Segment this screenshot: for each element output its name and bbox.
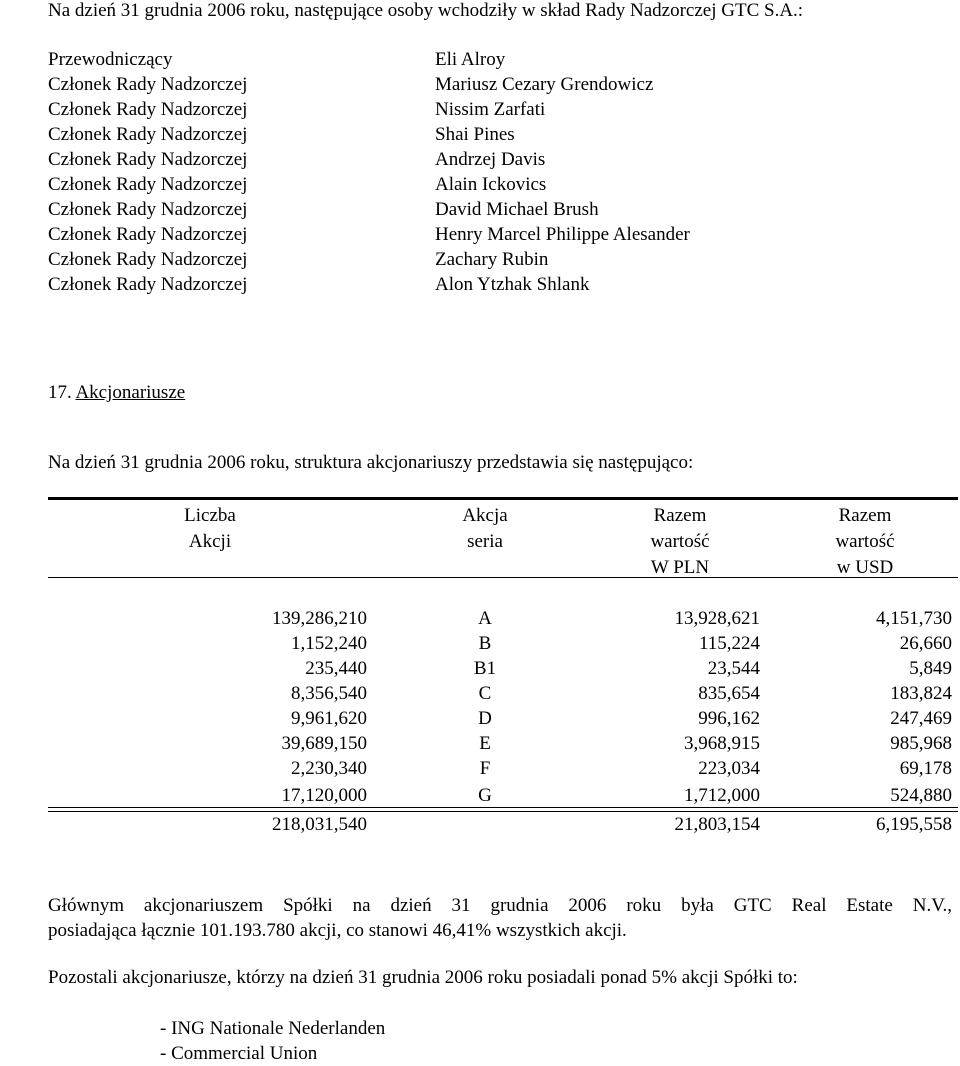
board-role: Członek Rady Nadzorczej	[48, 99, 248, 120]
header-shares: Liczba Akcji	[184, 505, 236, 552]
other-shareholders-list	[160, 1016, 385, 1066]
board-role: Przewodniczący	[48, 49, 173, 70]
board-intro-text: Na dzień 31 grudnia 2006 roku, następujące osoby wchodziły w skład Rady Nadzorczej GTC S.A.:	[48, 0, 804, 21]
board-member-name: Eli Alroy	[435, 49, 506, 70]
board-role: Członek Rady Nadzorczej	[48, 224, 248, 245]
board-role: Członek Rady Nadzorczej	[48, 74, 248, 95]
main-shareholder-line1: Głównym akcjonariuszem Spółki na dzień 31 grudnia 2006 roku była GTC Real Estate N.V.,	[48, 895, 952, 916]
board-names-column	[435, 47, 690, 297]
cell-series: A	[478, 608, 492, 629]
cell-pln: 115,224	[698, 633, 760, 654]
board-member-name: Henry Marcel Philippe Alesander	[435, 224, 690, 245]
board-member-name: David Michael Brush	[435, 199, 599, 220]
board-roles-column	[48, 47, 247, 297]
cell-usd: 524,880	[890, 785, 952, 806]
main-shareholder-line2: posiadająca łącznie 101.193.780 akcji, co stanowi 46,41% wszystkich akcji.	[48, 920, 627, 941]
other-shareholders-intro: Pozostali akcjonariusze, którzy na dzień 31 grudnia 2006 roku posiadali ponad 5% akcji Spółki to:	[48, 967, 798, 988]
cell-shares: 235,440	[305, 658, 367, 679]
board-member-name: Andrzej Davis	[435, 149, 546, 170]
header-total-usd: Razem wartość w USD	[835, 505, 895, 578]
board-role: Członek Rady Nadzorczej	[48, 149, 248, 170]
cell-usd: 183,824	[890, 683, 952, 704]
header-series: Akcja seria	[462, 505, 508, 552]
cell-usd: 5,849	[909, 658, 952, 679]
cell-series: D	[478, 708, 492, 729]
cell-pln: 13,928,621	[674, 608, 760, 629]
cell-usd: 985,968	[890, 733, 952, 754]
board-member-name: Mariusz Cezary Grendowicz	[435, 74, 654, 95]
total-usd: 6,195,558	[876, 814, 952, 835]
cell-series: E	[479, 733, 491, 754]
board-member-name: Shai Pines	[435, 124, 515, 145]
cell-series: C	[478, 683, 492, 704]
cell-pln: 3,968,915	[684, 733, 760, 754]
cell-series: F	[479, 758, 491, 779]
section-title: Akcjonariusze	[75, 382, 186, 403]
cell-series: G	[478, 785, 492, 806]
board-member-name: Zachary Rubin	[435, 249, 549, 270]
cell-pln: 1,712,000	[684, 785, 760, 806]
cell-shares: 9,961,620	[291, 708, 367, 729]
total-shares: 218,031,540	[272, 814, 367, 835]
cell-usd: 4,151,730	[876, 608, 952, 629]
list-item: - Commercial Union	[160, 1043, 318, 1064]
board-member-name: Alain Ickovics	[435, 174, 547, 195]
cell-pln: 835,654	[698, 683, 760, 704]
cell-shares: 39,689,150	[281, 733, 367, 754]
cell-pln: 223,034	[698, 758, 760, 779]
cell-shares: 8,356,540	[291, 683, 367, 704]
cell-shares: 17,120,000	[281, 785, 367, 806]
cell-shares: 2,230,340	[291, 758, 367, 779]
table-top-rule	[48, 497, 958, 500]
cell-series: B	[478, 633, 492, 654]
cell-pln: 996,162	[698, 708, 760, 729]
cell-usd: 26,660	[899, 633, 952, 654]
cell-usd: 69,178	[899, 758, 952, 779]
cell-shares: 139,286,210	[272, 608, 367, 629]
section-heading	[48, 382, 185, 404]
board-role: Członek Rady Nadzorczej	[48, 174, 248, 195]
board-role: Członek Rady Nadzorczej	[48, 274, 248, 295]
board-role: Członek Rady Nadzorczej	[48, 124, 248, 145]
board-member-name: Alon Ytzhak Shlank	[435, 274, 590, 295]
total-pln: 21,803,154	[674, 814, 760, 835]
cell-series: B1	[473, 658, 497, 679]
board-role: Członek Rady Nadzorczej	[48, 199, 248, 220]
cell-pln: 23,544	[707, 658, 760, 679]
main-shareholder-paragraph	[48, 893, 952, 943]
list-item: - ING Nationale Nederlanden	[160, 1018, 386, 1039]
board-role: Członek Rady Nadzorczej	[48, 249, 248, 270]
header-total-pln: Razem wartość W PLN	[650, 505, 710, 578]
cell-shares: 1,152,240	[291, 633, 367, 654]
structure-intro-text: Na dzień 31 grudnia 2006 roku, struktura akcjonariuszy przedstawia się następująco:	[48, 452, 694, 473]
board-member-name: Nissim Zarfati	[435, 99, 546, 120]
section-number: 17.	[48, 382, 72, 403]
cell-usd: 247,469	[890, 708, 952, 729]
